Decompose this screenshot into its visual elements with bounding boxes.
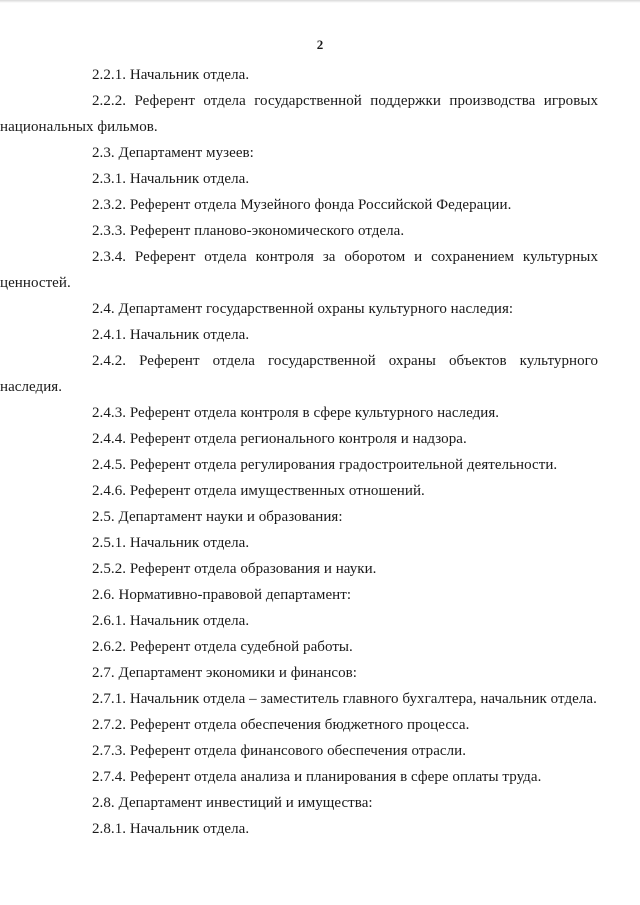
scan-edge (0, 0, 640, 3)
list-item: 2.7. Департамент экономики и финансов: (92, 665, 358, 681)
list-item-continuation: наследия. (0, 379, 63, 395)
list-item: 2.3. Департамент музеев: (92, 145, 254, 161)
list-item: 2.4. Департамент государственной охраны культурного наследия: (92, 301, 514, 317)
list-item-line: 2.4.2. Референт отдела государственной охраны объектов культурного (92, 353, 598, 369)
page-number: 2 (316, 37, 324, 52)
list-item: 2.3.1. Начальник отдела. (92, 171, 250, 187)
list-item: 2.4.5. Референт отдела регулирования градостроительной деятельности. (92, 457, 558, 473)
list-item-continuation: ценностей. (0, 275, 71, 291)
list-item: 2.7.4. Референт отдела анализа и планирования в сфере оплаты труда. (92, 769, 542, 785)
list-item: 2.4.4. Референт отдела регионального контроля и надзора. (92, 431, 467, 447)
list-item: 2.8. Департамент инвестиций и имущества: (92, 795, 373, 811)
list-item: 2.3.2. Референт отдела Музейного фонда Российской Федерации. (92, 197, 512, 213)
list-item: 2.2.1. Начальник отдела. (92, 67, 250, 83)
list-item: 2.4.6. Референт отдела имущественных отношений. (92, 483, 425, 499)
list-item: 2.5.1. Начальник отдела. (92, 535, 250, 551)
list-item: 2.5. Департамент науки и образования: (92, 509, 343, 525)
list-item: 2.6. Нормативно-правовой департамент: (92, 587, 352, 603)
list-item: 2.8.1. Начальник отдела. (92, 821, 250, 837)
list-item: 2.6.2. Референт отдела судебной работы. (92, 639, 353, 655)
list-item (0, 348, 598, 400)
document-body (0, 62, 598, 842)
list-item-continuation: национальных фильмов. (0, 119, 158, 135)
list-item-line: 2.3.4. Референт отдела контроля за оборотом и сохранением культурных (92, 249, 598, 265)
list-item: 2.3.3. Референт планово-экономического отдела. (92, 223, 405, 239)
list-item (0, 244, 598, 296)
list-item: 2.6.1. Начальник отдела. (92, 613, 250, 629)
list-item: 2.7.1. Начальник отдела – заместитель главного бухгалтера, начальник отдела. (92, 691, 597, 707)
list-item: 2.4.1. Начальник отдела. (92, 327, 250, 343)
list-item: 2.5.2. Референт отдела образования и науки. (92, 561, 377, 577)
list-item: 2.7.2. Референт отдела обеспечения бюджетного процесса. (92, 717, 470, 733)
list-item (0, 88, 598, 140)
list-item-line: 2.2.2. Референт отдела государственной поддержки производства игровых (92, 93, 598, 109)
list-item: 2.4.3. Референт отдела контроля в сфере культурного наследия. (92, 405, 500, 421)
list-item: 2.7.3. Референт отдела финансового обеспечения отрасли. (92, 743, 467, 759)
